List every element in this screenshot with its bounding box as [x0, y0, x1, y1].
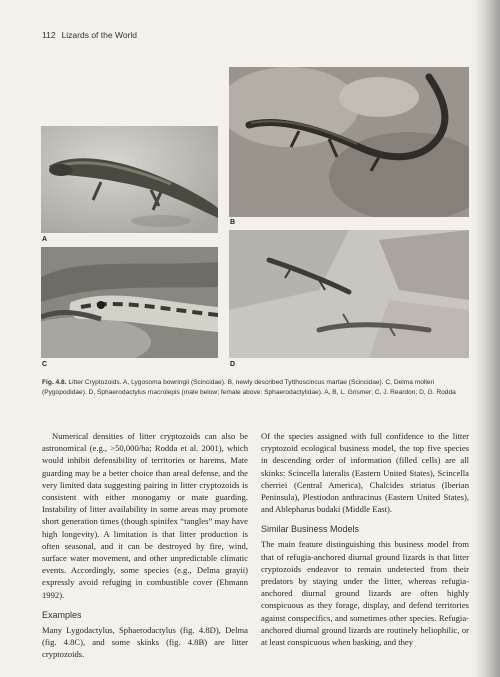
paragraph: The main feature distinguishing this business model from that of refugia-anchored diurnal ground lizards is that litter cryptozoids endeavor to remain undetected from their predators by staying under the litter, whereas refugia-anchored diurnal ground lizards are often highly conspicuous as they forage, display, and defend territories against conspecifics, and sometimes other species. Refugia-anchored diurnal ground lizards are routinely heliophilic, or at least conspicuous when basking, and they	[261, 539, 469, 648]
book-spine-shadow	[474, 0, 500, 677]
paragraph: Of the species assigned with full confidence to the litter cryptozoid ecological business model, the top five species in descending order of information (filled cells) are all skinks: Scincella lateralis (Eastern United States), Scincella cherriei (Central America), Chalcides striatus (Iberian Peninsula), Plestiodon anthracinus (Eastern United States), and Ablepharus budaki (Middle East).	[261, 431, 469, 515]
panel-label-c: C	[42, 361, 48, 368]
figure-photo-d	[229, 230, 469, 358]
figure-photo-b	[229, 67, 469, 217]
caption-text: A, Lygosoma bowringii (Scincidae). B, newly described Tytthoscincus martae (Scincidae). C, Delma molleri (Pygopodidae). D, Sphaerodactylus macrolepis (male below; female above: Sphaerodactylidae). A, B, L. Grismer; C, J. Reardon; D, G. Rodda	[42, 379, 456, 396]
panel-label-d: D	[230, 361, 236, 368]
right-column	[261, 430, 469, 648]
section-heading-similar-business-models: Similar Business Models	[261, 524, 360, 535]
section-heading-examples: Examples	[42, 609, 82, 620]
figure-caption	[42, 378, 470, 398]
figure-photo-a	[41, 126, 218, 233]
running-title: Lizards of the World	[61, 30, 137, 40]
page-number: 112	[42, 30, 56, 40]
figure-photo-c	[41, 247, 218, 358]
paragraph: Numerical densities of litter cryptozoids can also be astronomical (e.g., >50,000/ha; Rodda et al. 2001), which would inhibit defensibility of territories or harems. Mate guarding may be a better choice than areal defense, and the very limited data suggesting pairing in litter cryptozoids is consistent with either monogamy or mate guarding. Instability of litter availability in some areas may promote short generation times (though spinifex “tangles” may have high longevity). A limitation is that litter production is often seasonal, and it can be destroyed by fire, wind, surface water movement, and other unpredictable climatic events. Accordingly, some species (e.g., Delma grayii) expressly avoid refuging in combustible cover (Ehmann 1992).	[42, 431, 248, 600]
left-column	[42, 430, 248, 660]
running-header	[42, 30, 137, 40]
caption-label: Fig. 4.8.	[42, 379, 67, 386]
panel-label-a: A	[42, 236, 48, 243]
panel-label-b: B	[230, 219, 236, 226]
paragraph: Many Lygodactylus, Sphaerodactylus (fig. 4.8D), Delma (fig. 4.8C), and some skinks (fig. 4.8B) are litter cryptozoids.	[42, 624, 248, 660]
caption-lead: Litter Cryptozoids.	[68, 379, 122, 386]
